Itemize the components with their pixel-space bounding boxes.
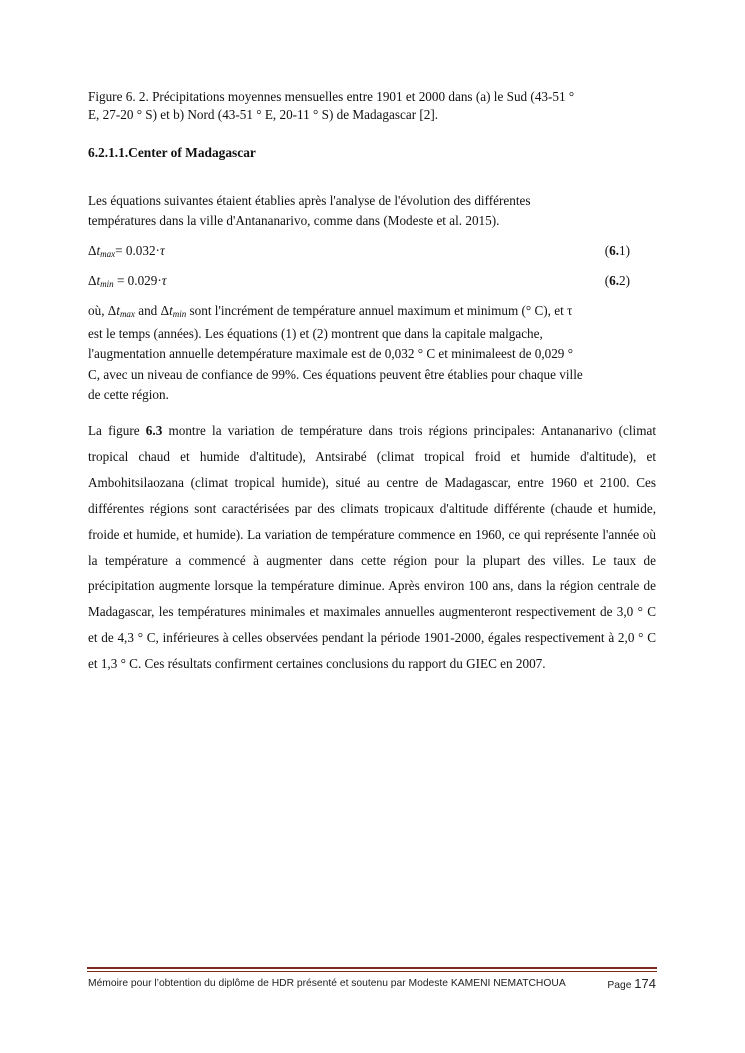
equation-tmin bbox=[88, 272, 656, 290]
intro-line-1: Les équations suivantes étaient établies après l'analyse de l'évolution des différentes bbox=[88, 193, 531, 208]
equation-tmin-expression: $\Delta t_{min} = 0.029\cdot\tau$ bbox=[88, 273, 167, 289]
footer-rule-thin bbox=[87, 971, 657, 972]
body-paragraph: La figure 6.3 montre la variation de température dans trois régions principales: Antananarivo (climat tropical chaud et humide d'altitude), Antsirabé (climat tropical froid et humide d'altitude), et Ambohitsilaozana (climat tropical humide), situé au centre de Madagascar, entre 1960 et 2100. Ces différentes régions sont caractérisées par des climats tropicaux d'altitude différente (chaude et humide, froide et humide, et humide). La variation de température commence en 1960, ce qui représente l'année où la température a commencé à augmenter dans cette région pour la plupart des villes. Le taux de précipitation augmente lorsque la température diminue. Après environ 100 ans, dans la région centrale de Madagascar, les températures minimales et maximales annuelles augmenteront respectivement de 3,0 ° C et de 4,3 ° C, inférieures à celles observées pendant la période 1901-2000, égales respectivement à 2,0 ° C et 1,3 ° C. Ces résultats confirment certaines conclusions du rapport du GIEC en 2007. bbox=[88, 423, 656, 672]
footer-rule bbox=[87, 967, 657, 969]
definition-paragraph: où, $\Delta t_{max}$ and $\Delta t_{min}$ sont l'incrément de température annuel maximum et minimum (° C), et τ est le temps (années). Les équations (1) et (2) montrent que dans la capitale malgache, l'augmentation annuelle detempérature maximale est de 0,032 ° C et minimaleest de 0,029 ° C, avec un niveau de confiance de 99%. Ces équations peuvent être établies pour chaque ville de cette région. bbox=[88, 303, 583, 402]
footer-page: Page 174 bbox=[607, 976, 656, 991]
figure-reference: 6.3 bbox=[145, 423, 163, 439]
figure-caption bbox=[88, 88, 656, 124]
caption-line-1: Figure 6. 2. Précipitations moyennes mensuelles entre 1901 et 2000 dans (a) le Sud (43-51 ° bbox=[88, 89, 575, 104]
intro-paragraph bbox=[88, 191, 656, 231]
equation-tmin-number: (6.2) bbox=[604, 273, 630, 288]
footer-text: Mémoire pour l’obtention du diplôme de HDR présenté et soutenu par Modeste KAMENI NEMATCHOUA bbox=[88, 978, 566, 989]
equation-tmax-number: (6.1) bbox=[604, 243, 630, 258]
page-number: 174 bbox=[634, 976, 656, 991]
intro-line-2: températures dans la ville d'Antananarivo, comme dans (Modeste et al. 2015). bbox=[88, 213, 500, 228]
equation-tmax bbox=[88, 242, 656, 260]
caption-line-2: E, 27-20 ° S) et b) Nord (43-51 ° E, 20-11 ° S) de Madagascar [2]. bbox=[88, 107, 439, 122]
page-content bbox=[88, 88, 656, 677]
equation-tmax-expression: $\Delta t_{max}= 0.032\cdot\tau$ bbox=[88, 243, 165, 259]
section-heading: 6.2.1.1.Center of Madagascar bbox=[88, 145, 256, 160]
